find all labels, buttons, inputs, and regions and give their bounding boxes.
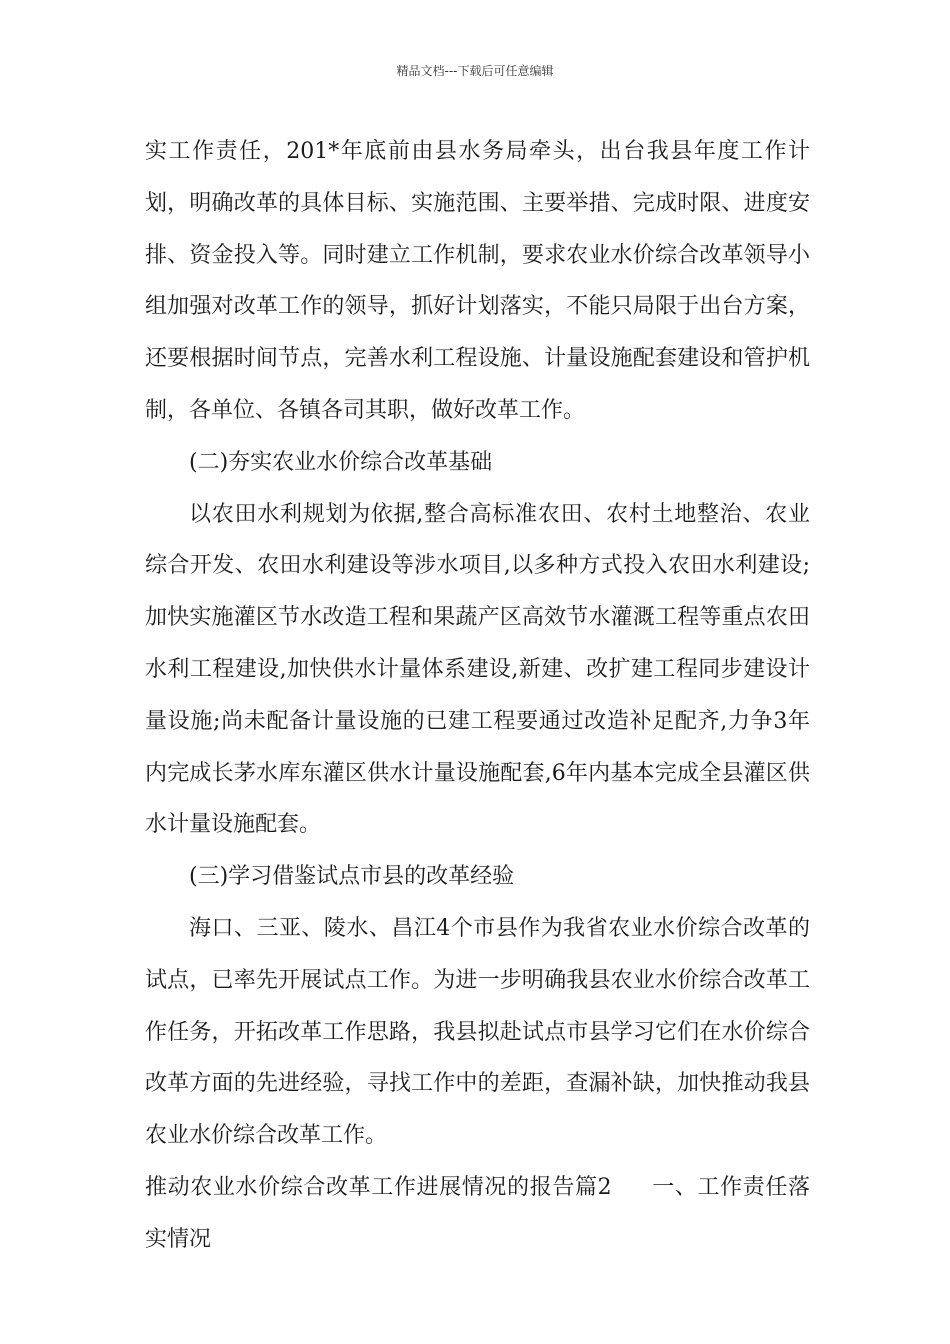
section-heading-3: (三)学习借鉴试点市县的改革经验	[189, 864, 515, 890]
paragraph-report-title	[145, 1162, 810, 1266]
report-section-heading: 一、工作责任落实情况	[145, 1174, 810, 1252]
paragraph-foundation: 以农田水利规划为依据,整合高标准农田、农村土地整治、农业综合开发、农田水利建设等涉水项目,以多种方式投入农田水利建设;加快实施灌区节水改造工程和果蔬产区高效节水灌溉工程等重点农田水利工程建设,加快供水计量体系建设,新建、改扩建工程同步建设计量设施;尚未配备计量设施的已建工程要通过改造补足配齐,力争3年内完成长茅水库东灌区供水计量设施配套,6年内基本完成全县灌区供水计量设施配套。	[145, 501, 810, 838]
section-heading-2: (二)夯实农业水价综合改革基础	[189, 449, 493, 475]
paragraph-work-responsibility: 实工作责任，201*年底前由县水务局牵头，出台我县年度工作计划，明确改革的具体目标、实施范围、主要举措、完成时限、进度安排、资金投入等。同时建立工作机制，要求农业水价综合改革领导小组加强对改革工作的领导，抓好计划落实，不能只局限于出台方案，还要根据时间节点，完善水利工程设施、计量设施配套建设和管护机制，各单位、各镇各司其职，做好改革工作。	[145, 139, 810, 423]
page-header: 精品文档---下载后可任意编辑	[396, 64, 554, 78]
report-title: 推动农业水价综合改革工作进展情况的报告篇2	[145, 1174, 612, 1200]
paragraph-pilot-experience: 海口、三亚、陵水、昌江4个市县作为我省农业水价综合改革的试点，已率先开展试点工作。为进一步明确我县农业水价综合改革工作任务，开拓改革工作思路，我县拟赴试点市县学习它们在水价综合改革方面的先进经验，寻找工作中的差距，查漏补缺，加快推动我县农业水价综合改革工作。	[145, 915, 810, 1149]
document-body	[145, 126, 810, 1266]
